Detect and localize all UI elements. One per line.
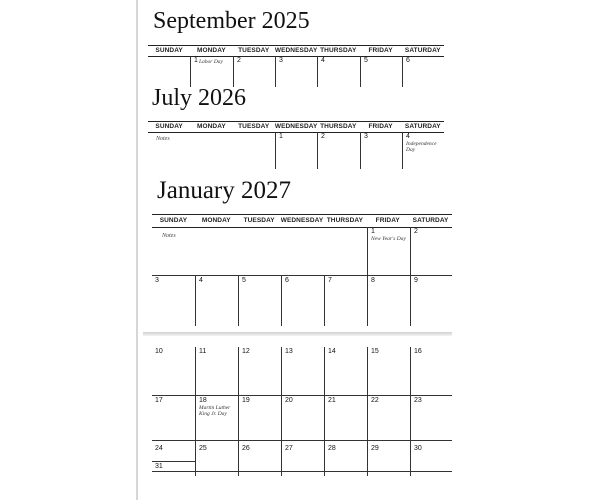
day-number: 4 [199, 277, 203, 284]
weekday-monday: MONDAY [196, 47, 226, 54]
weekday-wednesday: WEDNESDAY [280, 217, 324, 224]
weekday-monday: MONDAY [196, 123, 226, 130]
weekday-sunday: SUNDAY [155, 47, 183, 54]
day-cell [402, 132, 444, 169]
day-number: 15 [371, 348, 379, 355]
day-cell [410, 227, 452, 275]
day-cell [281, 347, 324, 395]
day-number: 11 [199, 348, 207, 355]
day-number: 13 [285, 348, 293, 355]
day-cell [281, 276, 324, 326]
month-title-jan-2027: January 2027 [157, 177, 291, 204]
day-cell [238, 276, 281, 326]
day-cell [195, 396, 238, 440]
day-number: 25 [199, 445, 207, 452]
calendar-sep-2025 [148, 45, 444, 87]
day-cell [324, 276, 367, 326]
day-number: 16 [414, 348, 422, 355]
day-cell [410, 396, 452, 440]
day-cell [275, 132, 317, 169]
weekday-sunday: SUNDAY [159, 217, 188, 224]
day-cell [152, 441, 195, 461]
day-number: 5 [242, 277, 246, 284]
day-number: 4 [406, 133, 410, 140]
day-number: 12 [242, 348, 250, 355]
month-title-jul-2026: July 2026 [152, 85, 247, 111]
day-cell [275, 56, 317, 87]
day-number: 10 [155, 348, 163, 355]
weekday-tuesday: TUESDAY [243, 217, 275, 224]
weekday-friday: FRIDAY [368, 47, 393, 54]
day-cell [324, 347, 367, 395]
day-number: 1 [194, 57, 198, 64]
page-edge-mark [136, 0, 138, 500]
day-cell [410, 276, 452, 326]
day-cell [152, 396, 195, 440]
weekday-sunday: SUNDAY [155, 123, 183, 130]
day-number: 14 [328, 348, 336, 355]
day-cell [367, 227, 410, 275]
weekday-saturday: SATURDAY [412, 217, 449, 224]
day-cell [360, 132, 402, 169]
day-number: 9 [414, 277, 418, 284]
day-cell [324, 396, 367, 440]
weekday-thursday: THURSDAY [320, 47, 357, 54]
day-cell [360, 56, 402, 87]
day-number: 21 [328, 397, 336, 404]
month-title-sep-2025: September 2025 [153, 8, 310, 34]
day-cell [367, 347, 410, 395]
day-number: 6 [285, 277, 289, 284]
day-cell [152, 347, 195, 395]
day-number: 23 [414, 397, 422, 404]
day-number: 28 [328, 445, 336, 452]
day-number: 2 [414, 228, 418, 235]
weekday-header [152, 214, 452, 228]
day-cell [152, 462, 195, 476]
notes-label: Notes [162, 233, 176, 239]
day-cell [238, 347, 281, 395]
weekday-wednesday: WEDNESDAY [274, 123, 318, 130]
weekday-tuesday: TUESDAY [238, 47, 270, 54]
day-cell [402, 56, 444, 87]
day-number: 26 [242, 445, 250, 452]
weekday-saturday: SATURDAY [404, 47, 441, 54]
weekday-saturday: SATURDAY [404, 123, 441, 130]
weekday-tuesday: TUESDAY [238, 123, 270, 130]
day-cell [233, 56, 275, 87]
day-number: 19 [242, 397, 250, 404]
day-number: 2 [321, 133, 325, 140]
day-cell [317, 56, 360, 87]
day-cell [195, 347, 238, 395]
weekday-friday: FRIDAY [368, 123, 393, 130]
weekday-monday: MONDAY [201, 217, 231, 224]
holiday-label: Independence Day [406, 141, 437, 153]
day-number: 22 [371, 397, 379, 404]
day-number: 3 [155, 277, 159, 284]
day-number: 18 [199, 397, 207, 404]
calendar-bottom-rule [152, 471, 452, 472]
day-cell [410, 347, 452, 395]
day-number: 7 [328, 277, 332, 284]
holiday-label: Labor Day [199, 59, 223, 65]
day-cell [317, 132, 360, 169]
weekday-thursday: THURSDAY [320, 123, 357, 130]
day-number: 8 [371, 277, 375, 284]
day-number: 3 [279, 57, 283, 64]
day-number: 31 [155, 463, 163, 470]
day-cell [367, 276, 410, 326]
day-number: 1 [279, 133, 283, 140]
day-number: 5 [364, 57, 368, 64]
day-number: 29 [371, 445, 379, 452]
day-number: 1 [371, 228, 375, 235]
day-cell [152, 276, 195, 326]
day-cell [367, 396, 410, 440]
day-number: 20 [285, 397, 293, 404]
weekday-thursday: THURSDAY [326, 217, 364, 224]
day-number: 3 [364, 133, 368, 140]
day-number: 4 [321, 57, 325, 64]
day-cell [195, 276, 238, 326]
day-number: 27 [285, 445, 293, 452]
weekday-wednesday: WEDNESDAY [274, 47, 318, 54]
day-number: 2 [237, 57, 241, 64]
day-cell [238, 396, 281, 440]
calendar-jul-2026 [148, 121, 444, 169]
day-number: 17 [155, 397, 163, 404]
day-cell [281, 396, 324, 440]
calendar-jan-2027 [152, 214, 452, 476]
day-cell [190, 56, 233, 87]
day-number: 6 [406, 57, 410, 64]
holiday-label: Martin Luther King Jr. Day [199, 405, 231, 417]
notes-label: Notes [156, 136, 170, 142]
day-number: 30 [414, 445, 422, 452]
holiday-label: New Year's Day [371, 236, 406, 242]
day-number: 24 [155, 445, 163, 452]
weekday-friday: FRIDAY [375, 217, 400, 224]
